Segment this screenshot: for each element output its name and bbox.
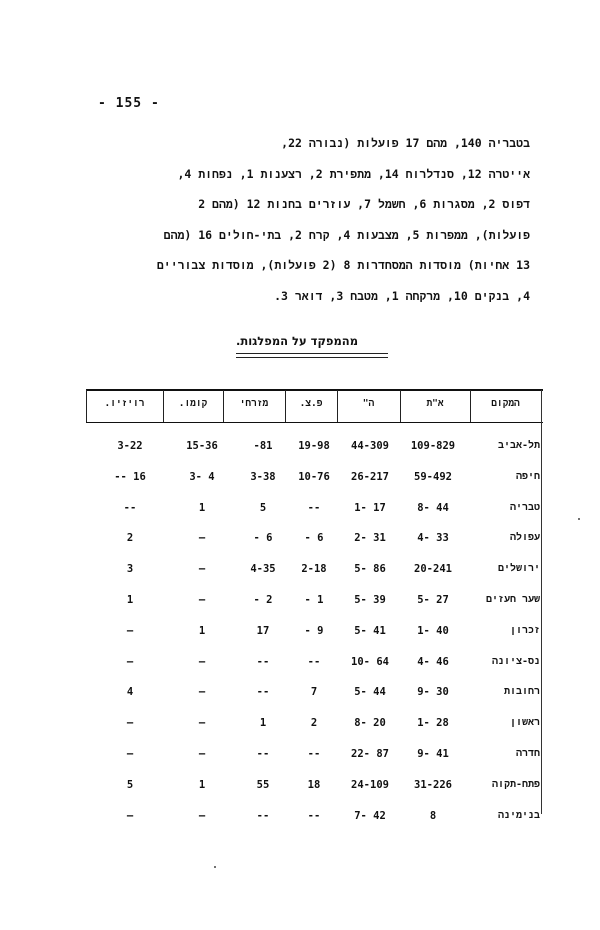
place-name: ירושלים xyxy=(497,563,540,574)
table-cell: 5- 41 xyxy=(354,625,386,637)
title-underline-second xyxy=(236,357,388,358)
table-cell: 5- 27 xyxy=(417,594,449,606)
scan-speck xyxy=(214,866,216,868)
table-cell: 3-22 xyxy=(117,440,143,452)
paragraph-line: דפוס 2, מסגרות 6, חשמל 7, עוזרים בחנות 12 (מהם 2 xyxy=(198,197,530,212)
table-cell: 24-109 xyxy=(351,779,389,791)
paragraph-line: 4, בנקים 10, מרקחה 1, מטבח 3, דואר 3. xyxy=(274,288,530,303)
column-header: קומו. xyxy=(178,398,208,409)
place-name: חיפה xyxy=(515,471,540,482)
table-cell: 3-38 xyxy=(250,471,276,483)
table-cell: 10- 64 xyxy=(351,656,389,668)
place-name: פתח-תקוה xyxy=(491,779,540,790)
table-cell: 1 xyxy=(198,625,206,637)
table-cell: 109-829 xyxy=(410,440,456,452)
table-cell: 5- 86 xyxy=(354,563,386,575)
table-cell: -81 xyxy=(253,440,273,452)
place-name: תל-אביב xyxy=(497,440,540,451)
table-cell: 1 xyxy=(126,594,134,606)
table-cell: -- xyxy=(256,686,270,698)
table-cell: -- 16 xyxy=(114,471,146,483)
table-cell: — xyxy=(198,686,206,698)
table-cell: -- xyxy=(256,748,270,760)
table-header-bottom-border xyxy=(86,422,543,423)
table-cell: - 6 xyxy=(253,532,273,544)
table-cell: — xyxy=(198,748,206,760)
table-cell: 8 xyxy=(429,810,437,822)
table-cell: 2 xyxy=(126,532,134,544)
table-cell: 26-217 xyxy=(351,471,389,483)
place-name: טבריה xyxy=(509,502,540,513)
section-title: מהמפקד על המפלגות. xyxy=(236,334,359,348)
table-cell: 1- 28 xyxy=(417,717,449,729)
table-cell: 1 xyxy=(198,779,206,791)
table-cell: 7- 42 xyxy=(354,810,386,822)
table-cell: — xyxy=(198,656,206,668)
table-cell: 8- 20 xyxy=(354,717,386,729)
table-cell: -- xyxy=(123,502,137,514)
scan-speck xyxy=(578,518,580,520)
table-cell: 55 xyxy=(256,779,270,791)
table-cell: - 1 xyxy=(304,594,324,606)
table-cell: — xyxy=(198,717,206,729)
paragraph-line: פועלות), ממפרות 5, מצבעות 4, קרח 2, בתי-חולים 16 (מהם xyxy=(163,227,530,242)
table-cell: 1 xyxy=(259,717,267,729)
table-right-rule xyxy=(541,390,542,814)
place-name: נס-ציונה xyxy=(491,656,540,667)
table-cell: 1- 17 xyxy=(354,502,386,514)
column-header: א"ת xyxy=(426,398,444,409)
title-underline xyxy=(236,353,388,354)
table-cell: 59-492 xyxy=(414,471,452,483)
table-cell: 2-18 xyxy=(301,563,327,575)
table-cell: -- xyxy=(256,810,270,822)
column-header: ה" xyxy=(362,398,375,409)
table-cell: 1- 40 xyxy=(417,625,449,637)
table-cell: — xyxy=(126,748,134,760)
place-name: בנימינה xyxy=(497,810,540,821)
place-name: עפולה xyxy=(509,532,540,543)
table-cell: 9- 41 xyxy=(417,748,449,760)
column-header: המקום xyxy=(491,398,520,409)
table-cell: 31-226 xyxy=(414,779,452,791)
table-cell: 1 xyxy=(198,502,206,514)
table-cell: 5- 39 xyxy=(354,594,386,606)
table-cell: — xyxy=(126,625,134,637)
place-name: רחובות xyxy=(503,686,540,697)
table-cell: -- xyxy=(307,502,321,514)
table-cell: 19-98 xyxy=(298,440,330,452)
paragraph-line: אייטרה 12, סנדלרוח 14, מתפירת 2, רצענות 1, נפחות 4, xyxy=(177,166,530,181)
table-cell: 8- 44 xyxy=(417,502,449,514)
table-cell: 2 xyxy=(310,717,318,729)
column-header: מזרחי xyxy=(239,398,269,409)
table-cell: 44-309 xyxy=(351,440,389,452)
column-header: פ.צ. xyxy=(299,398,323,409)
table-cell: -- xyxy=(307,810,321,822)
table-cell: — xyxy=(126,810,134,822)
table-cell: -- xyxy=(307,656,321,668)
table-cell: - 9 xyxy=(304,625,324,637)
place-name: חדרה xyxy=(515,748,540,759)
table-cell: 4- 33 xyxy=(417,532,449,544)
table-cell: 5- 44 xyxy=(354,686,386,698)
table-cell: — xyxy=(198,563,206,575)
table-cell: 10-76 xyxy=(298,471,330,483)
table-cell: 15-36 xyxy=(186,440,218,452)
table-cell: — xyxy=(198,532,206,544)
table-cell: — xyxy=(198,810,206,822)
table-cell: — xyxy=(126,656,134,668)
table-cell: 18 xyxy=(307,779,321,791)
table-cell: 9- 30 xyxy=(417,686,449,698)
paragraph-line: 13 אחיות) מוסדות המסחדרות 8 (2 פועלות), מוסדות צבוריים xyxy=(156,258,530,273)
table-cell: - 2 xyxy=(253,594,273,606)
table-cell: 3 xyxy=(126,563,134,575)
place-name: ראשון xyxy=(509,717,540,728)
table-cell: 2- 31 xyxy=(354,532,386,544)
table-cell: — xyxy=(198,594,206,606)
table-cell: 7 xyxy=(310,686,318,698)
table-cell: 4-35 xyxy=(250,563,276,575)
table-cell: -- xyxy=(256,656,270,668)
place-name: זכרון xyxy=(509,625,540,636)
table-cell: — xyxy=(126,717,134,729)
column-header: רויזיו. xyxy=(104,398,145,409)
table-cell: - 6 xyxy=(304,532,324,544)
page-number: - 155 - xyxy=(98,96,160,111)
table-cell: 5 xyxy=(126,779,134,791)
table-cell: -- xyxy=(307,748,321,760)
body-paragraph xyxy=(95,128,530,312)
table-cell: 17 xyxy=(256,625,270,637)
paragraph-line: בטבריה 140, מהם 17 פועלות (נבורה 22, xyxy=(281,136,530,150)
table-cell: 20-241 xyxy=(414,563,452,575)
table-cell: 4- 46 xyxy=(417,656,449,668)
table-cell: 5 xyxy=(259,502,267,514)
table-top-border xyxy=(86,389,543,391)
table-cell: 22- 87 xyxy=(351,748,389,760)
table-cell: 3- 4 xyxy=(189,471,215,483)
table-cell: 4 xyxy=(126,686,134,698)
place-name: שער חעזים xyxy=(485,594,540,605)
